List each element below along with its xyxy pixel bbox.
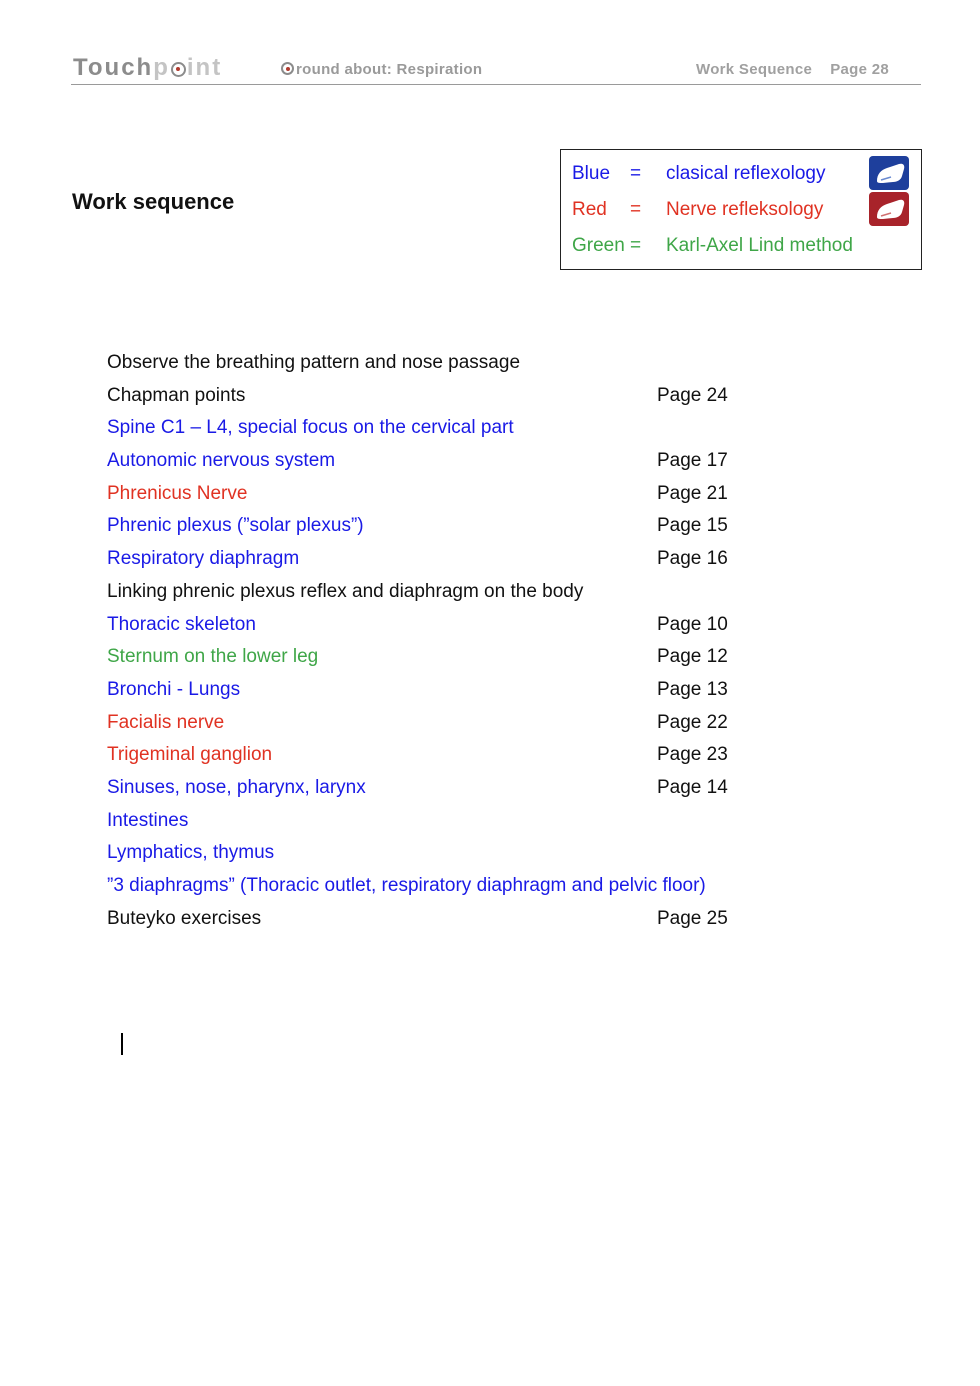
sequence-item <box>107 707 867 740</box>
sequence-item-page: Page 14 <box>657 776 728 798</box>
logo-p: p <box>153 54 170 81</box>
work-sequence-list <box>107 347 867 935</box>
sequence-item-page: Page 10 <box>657 613 728 635</box>
legend-label: Blue <box>572 163 611 184</box>
logo-o-target-icon <box>171 62 186 77</box>
sequence-item-text: Buteyko exercises <box>107 907 262 929</box>
sequence-item-text: Linking phrenic plexus reflex and diaphragm on the body <box>107 580 584 602</box>
sequence-item <box>107 609 867 642</box>
legend-label: Red <box>572 199 607 220</box>
sequence-item <box>107 543 867 576</box>
sequence-item-text: Bronchi - Lungs <box>107 678 241 700</box>
sequence-item <box>107 412 867 445</box>
sequence-item-text: Sternum on the lower leg <box>107 646 319 668</box>
logo-int: int <box>186 54 223 81</box>
header-topic <box>281 60 482 80</box>
sequence-item <box>107 445 867 478</box>
sequence-item-text: Autonomic nervous system <box>107 450 336 472</box>
legend-equals: = <box>630 199 642 220</box>
color-legend <box>560 149 922 270</box>
sequence-item-page: Page 17 <box>657 450 728 472</box>
sequence-item-page: Page 24 <box>657 384 728 406</box>
sequence-item-text: Lymphatics, thymus <box>107 842 275 864</box>
sequence-item-page: Page 13 <box>657 678 728 700</box>
sequence-item <box>107 510 867 543</box>
sequence-item-text: ”3 diaphragms” (Thoracic outlet, respiratory diaphragm and pelvic floor) <box>107 875 706 896</box>
header-page-number: Page 28 <box>830 61 889 78</box>
legend-equals: = <box>630 163 642 184</box>
page-title: Work sequence <box>72 189 235 214</box>
sequence-item-text: Phrenicus Nerve <box>107 482 248 504</box>
sequence-item-text: Respiratory diaphragm <box>107 548 300 570</box>
legend-description: clasical reflexology <box>666 163 826 184</box>
sequence-item-text: Sinuses, nose, pharynx, larynx <box>107 776 366 798</box>
sequence-item-page: Page 15 <box>657 515 728 537</box>
sequence-item <box>107 837 867 870</box>
sequence-item <box>107 641 867 674</box>
sequence-item-text: Thoracic skeleton <box>107 613 256 635</box>
legend-label: Green <box>572 235 625 256</box>
sequence-item <box>107 903 867 936</box>
sequence-item-text: Trigeminal ganglion <box>107 744 273 766</box>
target-icon <box>281 62 294 75</box>
sequence-item <box>107 805 867 838</box>
sequence-item-text: Observe the breathing pattern and nose passage <box>107 352 521 373</box>
legend-description: Karl-Axel Lind method <box>666 235 853 256</box>
sequence-item <box>107 380 867 413</box>
sequence-item-text: Spine C1 – L4, special focus on the cervical part <box>107 417 514 439</box>
sequence-item-text: Chapman points <box>107 384 246 406</box>
text-cursor <box>121 1033 123 1055</box>
sequence-item-page: Page 25 <box>657 907 728 929</box>
sequence-item <box>107 478 867 511</box>
sequence-item <box>107 739 867 772</box>
sequence-item-text: Intestines <box>107 809 189 831</box>
sequence-item-text: Phrenic plexus (”solar plexus”) <box>107 515 364 537</box>
sequence-item <box>107 576 867 609</box>
logo-touch: Touch <box>73 54 154 81</box>
header-section: Work Sequence <box>696 61 813 78</box>
sequence-item <box>107 674 867 707</box>
sequence-item-text: Facialis nerve <box>107 711 225 733</box>
sequence-item-page: Page 23 <box>657 744 728 766</box>
header-right <box>696 60 889 80</box>
sequence-item-page: Page 21 <box>657 482 728 504</box>
sequence-item <box>107 870 867 903</box>
sequence-item-page: Page 16 <box>657 548 728 570</box>
header-topic-text: round about: Respiration <box>296 61 483 78</box>
legend-description: Nerve refleksology <box>666 199 824 220</box>
legend-equals: = <box>630 235 642 256</box>
sequence-item <box>107 772 867 805</box>
sequence-item-page: Page 12 <box>657 646 728 668</box>
foot-icon <box>869 156 909 190</box>
sequence-item-page: Page 22 <box>657 711 728 733</box>
touchpoint-logo <box>73 54 222 82</box>
foot-icon <box>869 192 909 226</box>
page-header <box>71 54 921 85</box>
sequence-item <box>107 347 867 380</box>
